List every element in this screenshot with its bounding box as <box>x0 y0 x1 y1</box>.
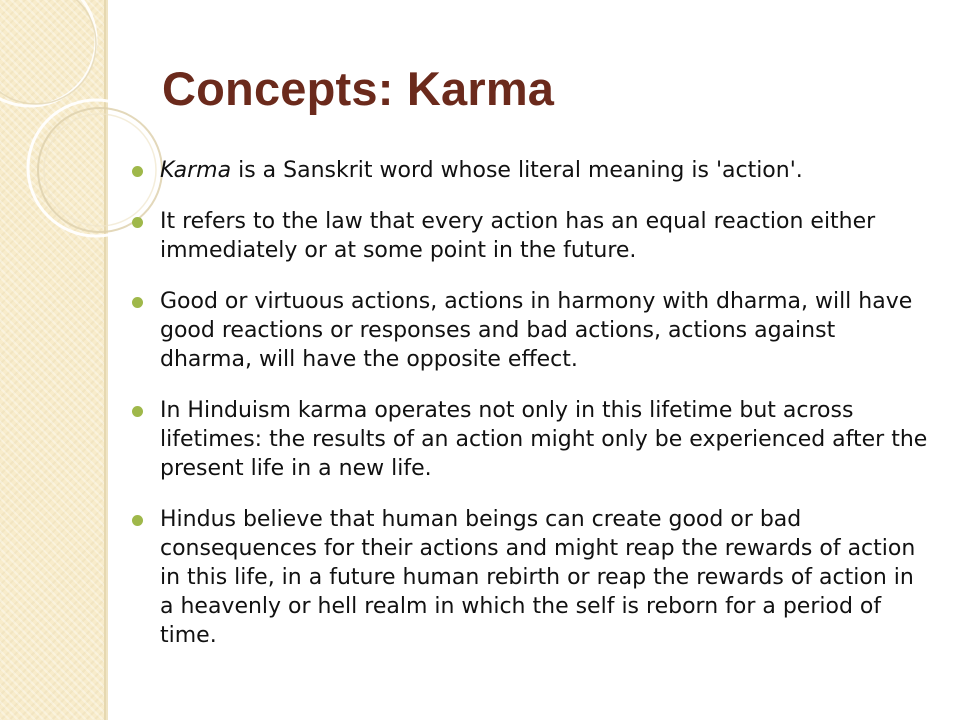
bullet-dot-icon <box>132 217 143 228</box>
bullet-text: It refers to the law that every action has an equal reaction either immediately or at some point in the future. <box>160 209 876 263</box>
bullet-item <box>128 156 933 185</box>
side-strip <box>0 0 106 720</box>
bullet-lead-term: Karma <box>160 158 232 183</box>
bullet-dot-icon <box>132 515 143 526</box>
bullet-text: is a Sanskrit word whose literal meaning is 'action'. <box>231 158 803 183</box>
bullet-item <box>128 396 933 483</box>
bullet-item <box>128 207 933 265</box>
side-strip-border <box>106 0 108 720</box>
bullet-item <box>128 505 933 650</box>
bullet-list <box>128 156 933 672</box>
bullet-text: Good or virtuous actions, actions in harmony with dharma, will have good reactions or responses and bad actions, actions against dharma, will have the opposite effect. <box>160 289 913 372</box>
bullet-dot-icon <box>132 297 143 308</box>
slide-title: Concepts: Karma <box>162 62 555 115</box>
bullet-item <box>128 287 933 374</box>
bullet-dot-icon <box>132 166 143 177</box>
bullet-text: In Hinduism karma operates not only in this lifetime but across lifetimes: the results of an action might only be experienced after the present life in a new life. <box>160 398 928 481</box>
bullet-dot-icon <box>132 406 143 417</box>
bullet-text: Hindus believe that human beings can create good or bad consequences for their actions and might reap the rewards of action in this life, in a future human rebirth or reap the rewards of action in a heavenly or hell realm in which the self is reborn for a period of time. <box>160 507 916 648</box>
